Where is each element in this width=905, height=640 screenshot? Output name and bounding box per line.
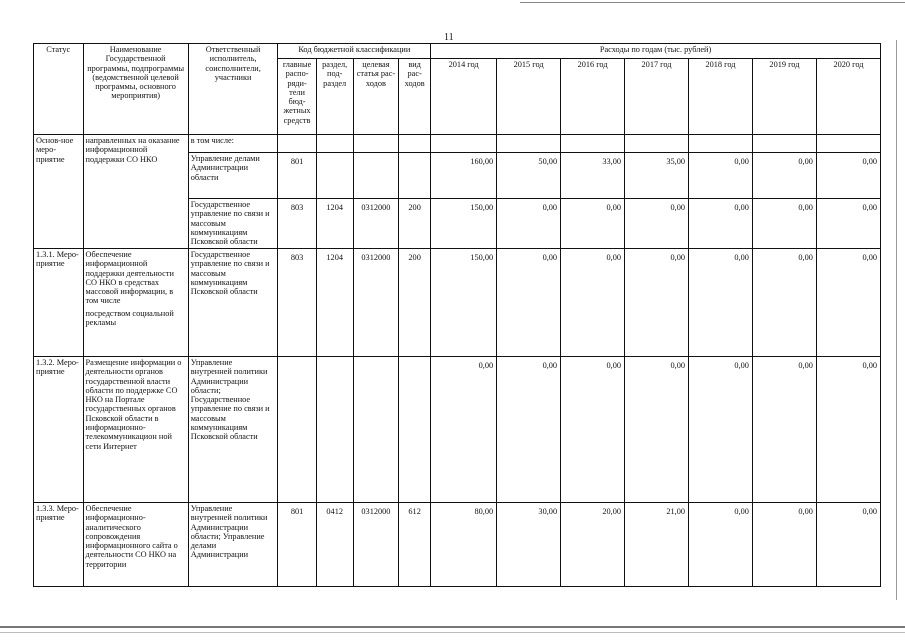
row-name-main: Обеспечение информационной поддержки деятельности СО НКО в средствах массовой информации, в том числе — [85, 250, 174, 306]
cell-grbs: 803 — [278, 199, 316, 249]
cell-vr: 200 — [399, 199, 431, 249]
scan-edge-bottom — [0, 626, 905, 628]
cell-value: 0,00 — [431, 357, 497, 503]
header-name: Наименование Государственной программы, подпрограммы (ведомственной целевой программы, основного мероприятия) — [83, 44, 188, 135]
row-responsible: Государственное управление по связи и массовым коммуникациям Псковской области — [188, 249, 278, 357]
cell-value: 0,00 — [625, 249, 689, 357]
cell-csr: 0312000 — [353, 249, 398, 357]
budget-table — [33, 43, 881, 587]
cell-grbs: 803 — [278, 249, 316, 357]
header-year-2014: 2014 год — [431, 59, 497, 135]
header-year-2019: 2019 год — [752, 59, 816, 135]
cell-value: 20,00 — [561, 503, 625, 587]
header-year-2016: 2016 год — [561, 59, 625, 135]
cell-value: 0,00 — [497, 357, 561, 503]
row-status: 1.3.2. Меро-приятие — [34, 357, 84, 503]
cell-value: 0,00 — [752, 357, 816, 503]
row-name — [83, 249, 188, 357]
header-budget-code: Код бюджетной классификации — [278, 44, 431, 59]
cell-value: 0,00 — [816, 357, 880, 503]
row-status: 1.3.1. Меро-приятие — [34, 249, 84, 357]
row-name: направленных на оказание информационной поддержки СО НКО — [83, 135, 188, 249]
cell-razdel: 1204 — [316, 249, 353, 357]
row-status: 1.3.3. Меро-приятие — [34, 503, 84, 587]
cell-value: 0,00 — [816, 153, 880, 199]
cell-grbs — [278, 357, 316, 503]
row-name-extra: посредством социальной рекламы — [85, 308, 174, 327]
header-grbs: главные распо-ряди-тели бюд-жетных средств — [278, 59, 316, 135]
row-status: Основ-ное меро-приятие — [34, 135, 84, 249]
header-vr: вид рас-ходов — [399, 59, 431, 135]
cell-vr: 612 — [399, 503, 431, 587]
cell-value: 0,00 — [816, 249, 880, 357]
row-name: Обеспечение информационно-аналитического сопровождения информационного сайта о деятельности СО НКО на территории — [83, 503, 188, 587]
cell-csr: 0312000 — [353, 503, 398, 587]
cell-value: 0,00 — [816, 503, 880, 587]
row-responsible: Управление делами Администрации области — [188, 153, 278, 199]
cell-value: 0,00 — [816, 199, 880, 249]
cell-value: 0,00 — [752, 503, 816, 587]
cell-value: 0,00 — [561, 199, 625, 249]
cell-grbs: 801 — [278, 503, 316, 587]
cell-vr — [399, 357, 431, 503]
header-year-2020: 2020 год — [816, 59, 880, 135]
cell-value: 30,00 — [497, 503, 561, 587]
cell-value: 0,00 — [625, 199, 689, 249]
row-responsible: в том числе: — [188, 135, 278, 153]
cell-value: 50,00 — [497, 153, 561, 199]
row-responsible: Управление внутренней политики Администрации области; Управление делами Администрации — [188, 503, 278, 587]
cell-value: 160,00 — [431, 153, 497, 199]
header-csr: целевая статья рас-ходов — [353, 59, 398, 135]
header-expenses: Расходы по годам (тыс. рублей) — [431, 44, 881, 59]
cell-value: 0,00 — [752, 153, 816, 199]
header-year-2018: 2018 год — [689, 59, 753, 135]
header-responsible: Ответственный исполнитель, соисполнители, участники — [188, 44, 278, 135]
cell-value: 0,00 — [752, 199, 816, 249]
scan-edge-top — [520, 2, 905, 3]
cell-value: 150,00 — [431, 199, 497, 249]
cell-value: 0,00 — [689, 249, 753, 357]
table-row — [34, 357, 881, 503]
cell-value: 0,00 — [625, 357, 689, 503]
cell-value: 80,00 — [431, 503, 497, 587]
table-row — [34, 503, 881, 587]
cell-value: 21,00 — [625, 503, 689, 587]
cell-csr — [353, 153, 398, 199]
cell-value: 0,00 — [561, 249, 625, 357]
page-number: 11 — [444, 32, 454, 43]
cell-value: 0,00 — [689, 153, 753, 199]
cell-value: 0,00 — [561, 357, 625, 503]
cell-value: 35,00 — [625, 153, 689, 199]
cell-value: 0,00 — [497, 199, 561, 249]
row-name: Размещение информации о деятельности органов государственной власти области по поддержке СО НКО на Портале государственных органов Псковской области в информационно-телекоммуникацион ной сети Интернет — [83, 357, 188, 503]
header-status: Статус — [34, 44, 84, 135]
header-razdel: раздел, под-раздел — [316, 59, 353, 135]
cell-razdel: 1204 — [316, 199, 353, 249]
cell-grbs: 801 — [278, 153, 316, 199]
cell-value: 0,00 — [497, 249, 561, 357]
cell-vr — [399, 153, 431, 199]
scan-edge-right — [896, 40, 897, 600]
cell-razdel: 0412 — [316, 503, 353, 587]
row-responsible: Государственное управление по связи и массовым коммуникациям Псковской области — [188, 199, 278, 249]
cell-csr: 0312000 — [353, 199, 398, 249]
table-row — [34, 135, 881, 153]
cell-value: 0,00 — [689, 357, 753, 503]
cell-razdel — [316, 357, 353, 503]
header-year-2017: 2017 год — [625, 59, 689, 135]
cell-value: 0,00 — [752, 249, 816, 357]
cell-razdel — [316, 153, 353, 199]
scan-edge-bottom-faint — [0, 632, 905, 633]
table-row — [34, 249, 881, 357]
cell-value: 33,00 — [561, 153, 625, 199]
header-year-2015: 2015 год — [497, 59, 561, 135]
cell-vr: 200 — [399, 249, 431, 357]
cell-value: 0,00 — [689, 503, 753, 587]
cell-value: 150,00 — [431, 249, 497, 357]
cell-csr — [353, 357, 398, 503]
cell-value: 0,00 — [689, 199, 753, 249]
row-responsible: Управление внутренней политики Администрации области; Государственное управление по связи и массовым коммуникациям Псковской области — [188, 357, 278, 503]
